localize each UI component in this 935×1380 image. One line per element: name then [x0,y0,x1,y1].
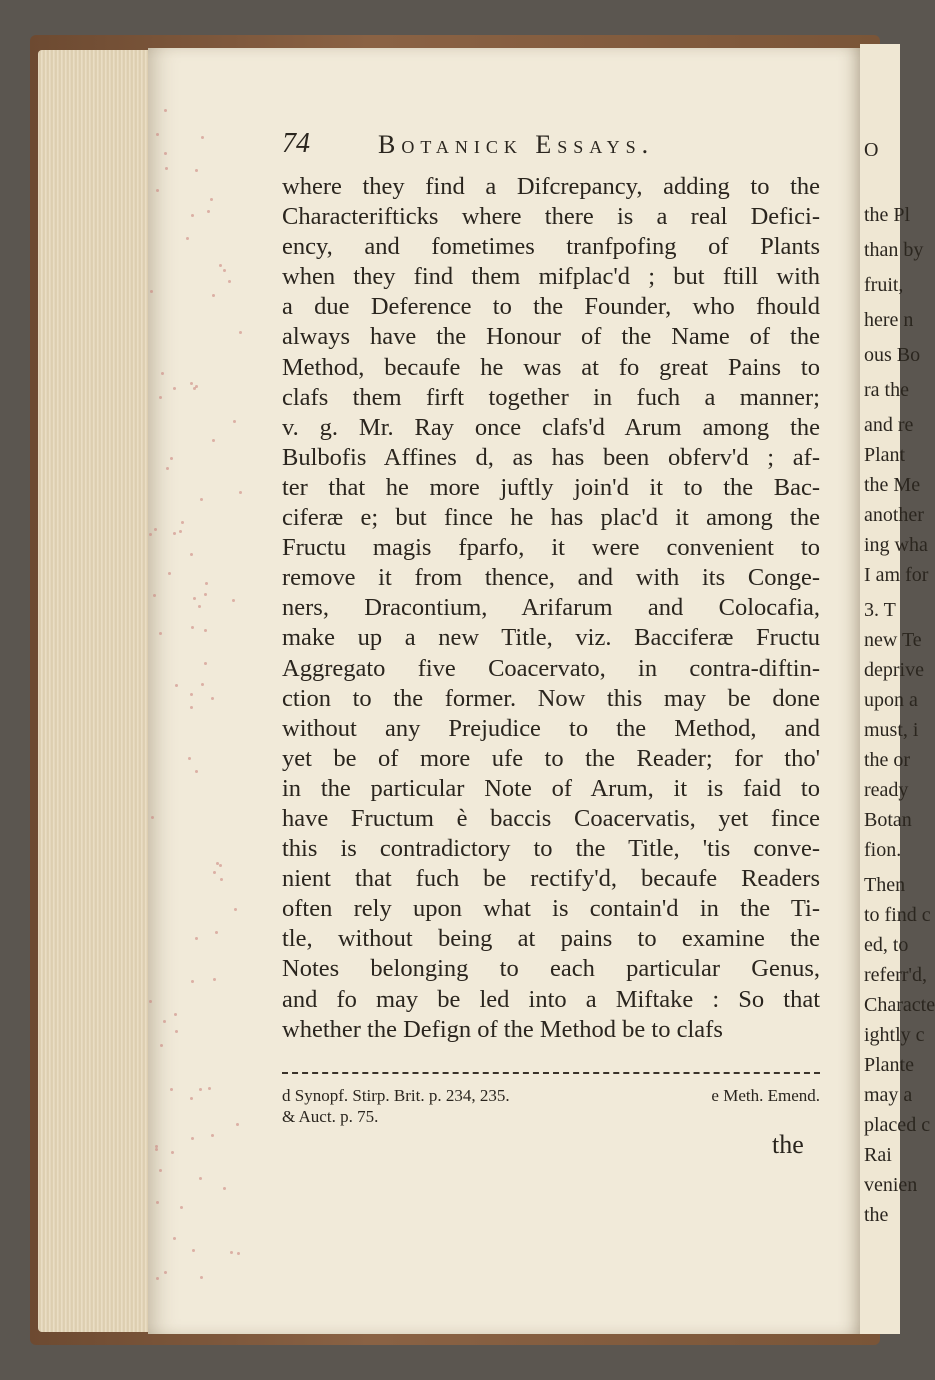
text-line: ction to the former. Now this may be done [282,684,820,712]
foxing-speck [170,457,173,460]
foxing-speck [168,572,171,575]
foxing-speck [156,189,159,192]
foxing-speck [201,136,204,139]
foxing-speck [165,167,168,170]
facing-page-fragment: another [864,504,924,526]
facing-page-fragment: must, i [864,719,919,741]
foxing-speck [175,1030,178,1033]
foxing-speck [200,498,203,501]
foxing-speck [191,980,194,983]
foxing-speck [173,387,176,390]
foxing-speck [195,385,198,388]
foxing-speck [211,697,214,700]
foxing-speck [191,214,194,217]
facing-page-fragment: the [864,1204,889,1226]
text-line: without any Prejudice to the Method, and [282,714,820,742]
foxing-speck [239,491,242,494]
foxing-speck [164,152,167,155]
text-line: when they find them mifplac'd ; but ftill with [282,263,820,291]
foxing-speck [233,420,236,423]
text-line: tle, without being at pains to examine the [282,925,820,953]
foxing-speck [219,864,222,867]
facing-page-fragment: I am for [864,564,929,586]
text-line: nient that fuch be rectify'd, becaufe Readers [282,865,820,893]
foxing-speck [159,396,162,399]
facing-page-fragment: than by [864,239,924,261]
foxing-speck [200,1276,203,1279]
foxing-speck [156,133,159,136]
foxing-speck [195,169,198,172]
foxing-speck [191,1137,194,1140]
page-header [282,128,822,168]
body-text [282,172,820,1045]
facing-page-fragment: Botan [864,809,912,831]
text-line: always have the Honour of the Name of the [282,323,820,351]
foxing-speck [195,770,198,773]
text-line: ter that he more juftly join'd it to the Bac- [282,473,820,501]
facing-page-fragment: the or [864,749,911,771]
facing-page-fragment: ready [864,779,909,801]
foxing-speck [237,1252,240,1255]
foxing-speck [151,816,154,819]
foxing-speck [150,290,153,293]
text-line: and fo may be led into a Miftake : So that [282,985,820,1013]
facing-page-fragment: ous Bo [864,344,921,366]
footnote-d [282,1085,612,1127]
foxing-speck [219,264,222,267]
facing-page-fragment: the Me [864,474,921,496]
facing-page-fragment: Plante [864,1054,914,1076]
facing-page-fragment: O [864,139,879,161]
facing-page-fragment: referr'd, [864,964,927,986]
foxing-speck [163,1020,166,1023]
facing-page-fragment: may a [864,1084,913,1106]
foxing-speck [190,693,193,696]
text-line: in the particular Note of Arum, it is faid to [282,774,820,802]
foxing-speck [239,331,242,334]
page-edges [38,50,153,1332]
text-line: where they find a Difcrepancy, adding to the [282,173,820,200]
footnote-d-line2: & Auct. p. 75. [282,1107,379,1126]
foxing-speck [174,1013,177,1016]
foxing-speck [149,1000,152,1003]
text-line: ency, and fometimes tranfpofing of Plants [282,233,820,261]
facing-page-fragment: ightly c [864,1024,925,1046]
text-line: Notes belonging to each particular Genus, [282,955,820,983]
foxing-speck [211,1134,214,1137]
foxing-speck [173,532,176,535]
text-line: make up a new Title, viz. Bacciferæ Fructu [282,624,820,652]
foxing-speck [160,1044,163,1047]
foxing-speck [204,629,207,632]
text-line: v. g. Mr. Ray once clafs'd Arum among the [282,413,820,441]
page-number: 74 [282,128,310,159]
foxing-speck [208,1087,211,1090]
foxing-speck [232,599,235,602]
foxing-speck [207,210,210,213]
foxing-speck [192,1249,195,1252]
foxing-speck [156,1277,159,1280]
text-line: Fructu magis fparfo, it were convenient to [282,534,820,562]
foxing-speck [159,1169,162,1172]
foxing-speck [199,1177,202,1180]
foxing-speck [212,294,215,297]
foxing-speck [188,757,191,760]
text-line: yet be of more ufe to the Reader; for tho' [282,744,820,772]
foxing-speck [164,1271,167,1274]
facing-page-fragment: ing wha [864,534,928,556]
facing-page-fragment: fion. [864,839,902,861]
text-line: whether the Defign of the Method be to clafs [282,1015,723,1043]
facing-page-fragment: deprive [864,659,924,681]
foxing-speck [230,1251,233,1254]
text-line: Characterifticks where there is a real Defici- [282,203,820,231]
foxing-speck [212,439,215,442]
facing-page [860,44,935,1334]
foxing-speck [204,662,207,665]
running-head: Botanick Essays. [378,130,655,159]
text-line: remove it from thence, and with its Conge- [282,564,820,592]
text-line: ciferæ e; but fince he has plac'd it among the [282,504,820,532]
foxing-speck [175,684,178,687]
foxing-speck [234,908,237,911]
foxing-speck [190,382,193,385]
foxing-speck [155,1148,158,1151]
foxing-speck [193,597,196,600]
foxing-speck [193,387,196,390]
foxing-speck [210,198,213,201]
text-line: Method, becaufe he was at fo great Pains to [282,353,820,381]
foxing-speck [156,1201,159,1204]
foxing-speck [215,931,218,934]
text-line: ners, Dracontium, Arifarum and Colocafia, [282,594,820,622]
foxing-speck [170,1088,173,1091]
foxing-speck [195,937,198,940]
facing-page-fragment: Then [864,874,906,896]
foxing-speck [159,632,162,635]
foxing-speck [204,593,207,596]
foxing-speck [190,553,193,556]
foxing-speck [236,1123,239,1126]
foxing-speck [186,237,189,240]
facing-page-fragment: venien [864,1174,918,1196]
facing-page-fragment: the Pl [864,204,911,226]
foxing-speck [179,530,182,533]
foxing-speck [161,372,164,375]
text-line: clafs them firft together in fuch a manner; [282,383,820,411]
facing-page-fragment: Characte [864,994,935,1016]
foxing-speck [213,978,216,981]
facing-page-fragment: fruit, [864,274,904,296]
foxing-speck [190,1097,193,1100]
footnote-e: e Meth. Emend. [711,1086,820,1105]
foxing-speck [220,878,223,881]
foxing-speck [154,528,157,531]
facing-page-fragment: ed, to [864,934,909,956]
foxing-speck [180,1206,183,1209]
text-line: have Fructum è baccis Coacervatis, yet fince [282,804,820,832]
text-line: often rely upon what is contain'd in the Ti- [282,895,820,923]
facing-page-fragment: placed c [864,1114,931,1136]
foxing-speck [198,605,201,608]
foxing-speck [199,1088,202,1091]
foxing-speck [213,871,216,874]
catchword: the [772,1130,804,1159]
foxing-speck [223,269,226,272]
footnote-d-line1: d Synopf. Stirp. Brit. p. 234, 235. [282,1086,510,1105]
footnote-rule [282,1072,820,1074]
foxing-speck [149,533,152,536]
facing-page-fragment: new Te [864,629,922,651]
foxing-speck [166,467,169,470]
facing-page-fragment: ra the [864,379,909,401]
foxing-speck [201,683,204,686]
foxing-speck [153,594,156,597]
foxing-speck [190,706,193,709]
facing-page-fragment: and re [864,414,914,436]
facing-page-fragment: Plant [864,444,906,466]
foxing-speck [205,582,208,585]
facing-page-fragment: here n [864,309,914,331]
facing-page-fragment: Rai [864,1144,892,1166]
text-line: Bulbofis Affines d, as has been obferv'd ; af- [282,443,820,471]
text-line: Aggregato five Coacervato, in contra-diftin- [282,654,820,682]
facing-page-fragment: upon a [864,689,918,711]
facing-page-fragment: 3. T [864,599,896,621]
foxing-speck [191,626,194,629]
text-line: a due Deference to the Founder, who fhould [282,293,820,321]
facing-page-fragment: to find c [864,904,931,926]
foxing-speck [171,1151,174,1154]
text-line: this is contradictory to the Title, 'tis conve- [282,835,820,863]
foxing-speck [223,1187,226,1190]
foxing-speck [173,1237,176,1240]
foxing-speck [228,280,231,283]
foxing-speck [164,109,167,112]
foxing-speck [181,521,184,524]
